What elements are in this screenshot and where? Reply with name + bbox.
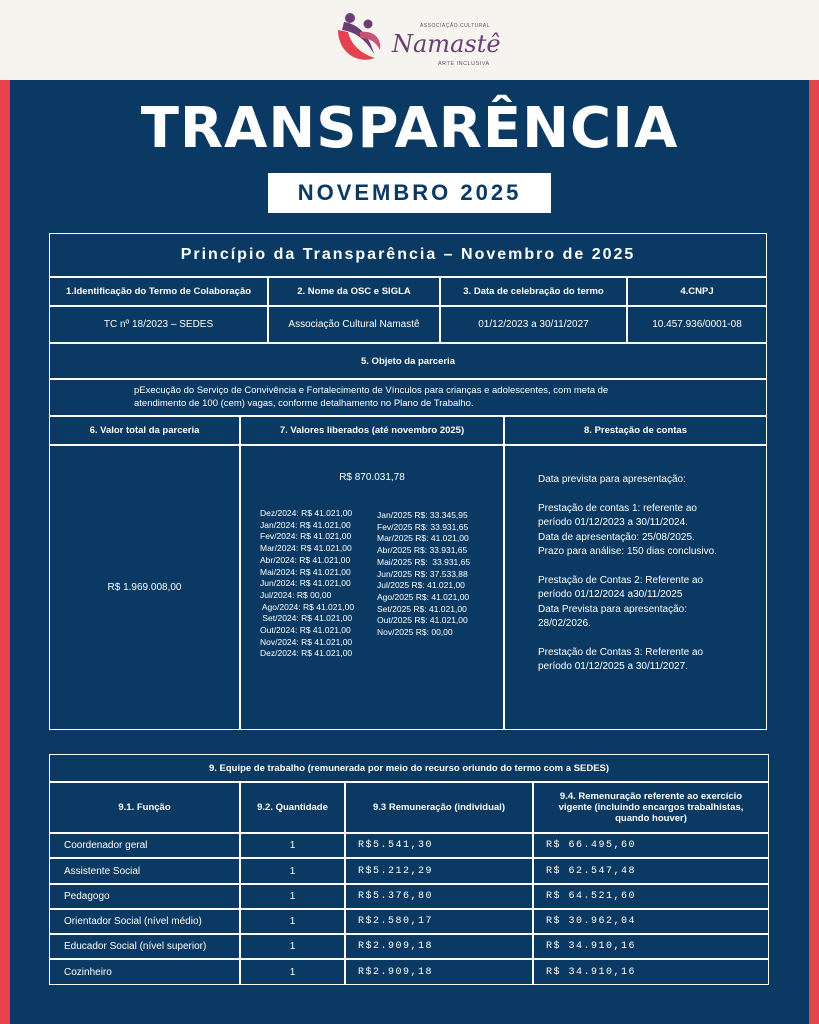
accountability-1-line-2: período 01/12/2023 a 30/11/2024. [538,517,688,528]
role-cell: Educador Social (nível superior) [49,934,240,959]
logo-mark-icon [330,10,392,70]
released-2024-item: Jul/2024: R$ 00,00 [260,589,332,600]
annual-salary-cell: R$ 34.910,16 [533,959,769,985]
logo-small-text: ASSOCIAÇÃO CULTURAL [420,23,490,29]
salary-cell: R$5.212,29 [345,858,533,884]
accountability-2-line-2: período 01/12/2024 a30/11/2025 [538,589,683,600]
salary-cell: R$5.376,80 [345,884,533,909]
released-2024-item: Fev/2024: R$ 41.021,00 [260,531,352,542]
quantity-cell: 1 [240,858,345,884]
term-id-value: TC nº 18/2023 – SEDES [49,306,268,343]
role-cell: Cozinheiro [49,959,240,985]
role-cell: Coordenador geral [49,833,240,858]
role-cell: Pedagogo [49,884,240,909]
released-2025-item: Out/2025 R$: 41.021,00 [377,615,468,626]
salary-cell: R$2.580,17 [345,909,533,934]
released-2025-item: Jan/2025 R$: 33.345,95 [377,510,468,520]
role-header: 9.1. Função [49,782,240,833]
top-bar [0,0,819,80]
salary-cell: R$2.909,18 [345,934,533,959]
salary-header: 9.3 Remuneração (individual) [345,782,533,833]
logo [330,10,500,70]
transparency-table-heading: Princípio da Transparência – Novembro de 2025 [49,233,767,277]
left-accent-bar [0,80,10,1024]
term-id-header: 1.Identificação do Termo de Colaboração [49,277,268,306]
released-2025-item: Ago/2025 R$: 41.021,00 [377,591,470,602]
accountability-header: 8. Prestação de contas [504,416,767,445]
released-list-2025 [377,510,470,639]
released-2025-item: Mar/2025 R$: 41.021,00 [377,533,469,544]
partnership-object-text [49,379,767,416]
released-2025-item: Nov/2025 R$: 00,00 [377,627,453,638]
osc-name-header: 2. Nome da OSC e SIGLA [268,277,440,306]
partnership-object-line-2: atendimento de 100 (cem) vagas, conforme detalhamento no Plano de Trabalho. [134,397,474,409]
cnpj-header: 4.CNPJ [627,277,767,306]
released-2025-item: Set/2025 R$: 41.021,00 [377,603,467,614]
released-2025-item: Mai/2025 R$: 33.931,65 [377,556,471,567]
salary-cell: R$2.909,18 [345,959,533,985]
accountability-3-line-2: período 01/12/2025 a 30/11/2027. [538,661,688,672]
accountability-1-line-1: Prestação de contas 1: referente ao [538,502,697,514]
released-values-header: 7. Valores liberados (até novembro 2025) [240,416,504,445]
team-table-heading: 9. Equipe de trabalho (remunerada por meio do recurso oriundo do termo com a SEDES) [49,754,769,782]
accountability-2-line-3: Data Prevista para apresentação: [538,603,687,615]
month-badge: NOVEMBRO 2025 [268,173,551,213]
released-2024-item: Jan/2024: R$ 41.021,00 [260,519,351,530]
salary-cell: R$5.541,30 [345,833,533,858]
logo-subtitle: ARTE INCLUSIVA [438,61,490,67]
total-value: R$ 1.969.008,00 [107,582,182,593]
role-cell: Assistente Social [49,858,240,884]
accountability-text [538,473,768,675]
quantity-cell: 1 [240,833,345,858]
annual-salary-cell: R$ 62.547,48 [533,858,769,884]
accountability-intro: Data prevista para apresentação: [538,474,686,485]
quantity-cell: 1 [240,959,345,985]
released-2024-item: Ago/2024: R$ 41.021,00 [260,601,355,612]
released-2024-item: Out/2024: R$ 41.021,00 [260,625,351,636]
released-2025-item: Jun/2025 R$: 37.533,88 [377,568,468,579]
partnership-object-line-1: pExecução do Serviço de Convivência e Fortalecimento de Vínculos para crianças e adolescentes, com meta de [134,385,609,396]
role-cell: Orientador Social (nível médio) [49,909,240,934]
partnership-object-header: 5. Objeto da parceria [49,343,767,379]
celebration-date-value: 01/12/2023 a 30/11/2027 [440,306,627,343]
total-value-cell [49,445,240,730]
accountability-1-line-4: Prazo para análise: 150 dias conclusivo. [538,546,717,557]
released-list-2024 [260,508,354,660]
released-2024-item: Dez/2024: R$ 41.021,00 [260,648,353,659]
cnpj-value: 10.457.936/0001-08 [627,306,767,343]
annual-salary-header: 9.4. Remenuração referente ao exercício vigente (incluindo encargos trabalhistas, quando houver) [533,782,769,833]
quantity-cell: 1 [240,909,345,934]
accountability-2-line-4: 28/02/2026. [538,618,591,629]
right-accent-bar [809,80,819,1024]
annual-salary-cell: R$ 34.910,16 [533,934,769,959]
celebration-date-header: 3. Data de celebração do termo [440,277,627,306]
released-2025-item: Abr/2025 R$: 33.931,65 [377,545,468,556]
annual-salary-cell: R$ 30.962,04 [533,909,769,934]
page-title: TRANSPARÊNCIA [140,96,679,161]
annual-salary-cell: R$ 66.495,60 [533,833,769,858]
released-2024-item: Dez/2024: R$ 41.021,00 [260,508,353,518]
released-2024-item: Set/2024: R$ 41.021,00 [260,613,353,624]
accountability-3-line-1: Prestação de Contas 3: Referente ao [538,646,704,658]
released-2025-item: Fev/2025 R$: 33.931,65 [377,521,469,532]
released-2024-item: Nov/2024: R$ 41.021,00 [260,636,353,647]
quantity-cell: 1 [240,934,345,959]
accountability-2-line-1: Prestação de Contas 2: Referente ao [538,574,704,586]
quantity-header: 9.2. Quantidade [240,782,345,833]
released-2024-item: Jun/2024: R$ 41.021,00 [260,578,351,589]
logo-name: Namastê [392,30,501,58]
osc-name-value: Associação Cultural Namastê [268,306,440,343]
quantity-cell: 1 [240,884,345,909]
released-2024-item: Mai/2024: R$ 41.021,00 [260,566,351,577]
total-value-header: 6. Valor total da parceria [49,416,240,445]
released-total: R$ 870.031,78 [339,472,405,483]
annual-salary-cell: R$ 64.521,60 [533,884,769,909]
released-2024-item: Mar/2024: R$ 41.021,00 [260,543,352,554]
accountability-1-line-3: Data de apresentação: 25/08/2025. [538,531,695,543]
released-2025-item: Jul/2025 R$: 41.021,00 [377,580,465,591]
released-2024-item: Abr/2024: R$ 41.021,00 [260,554,351,565]
